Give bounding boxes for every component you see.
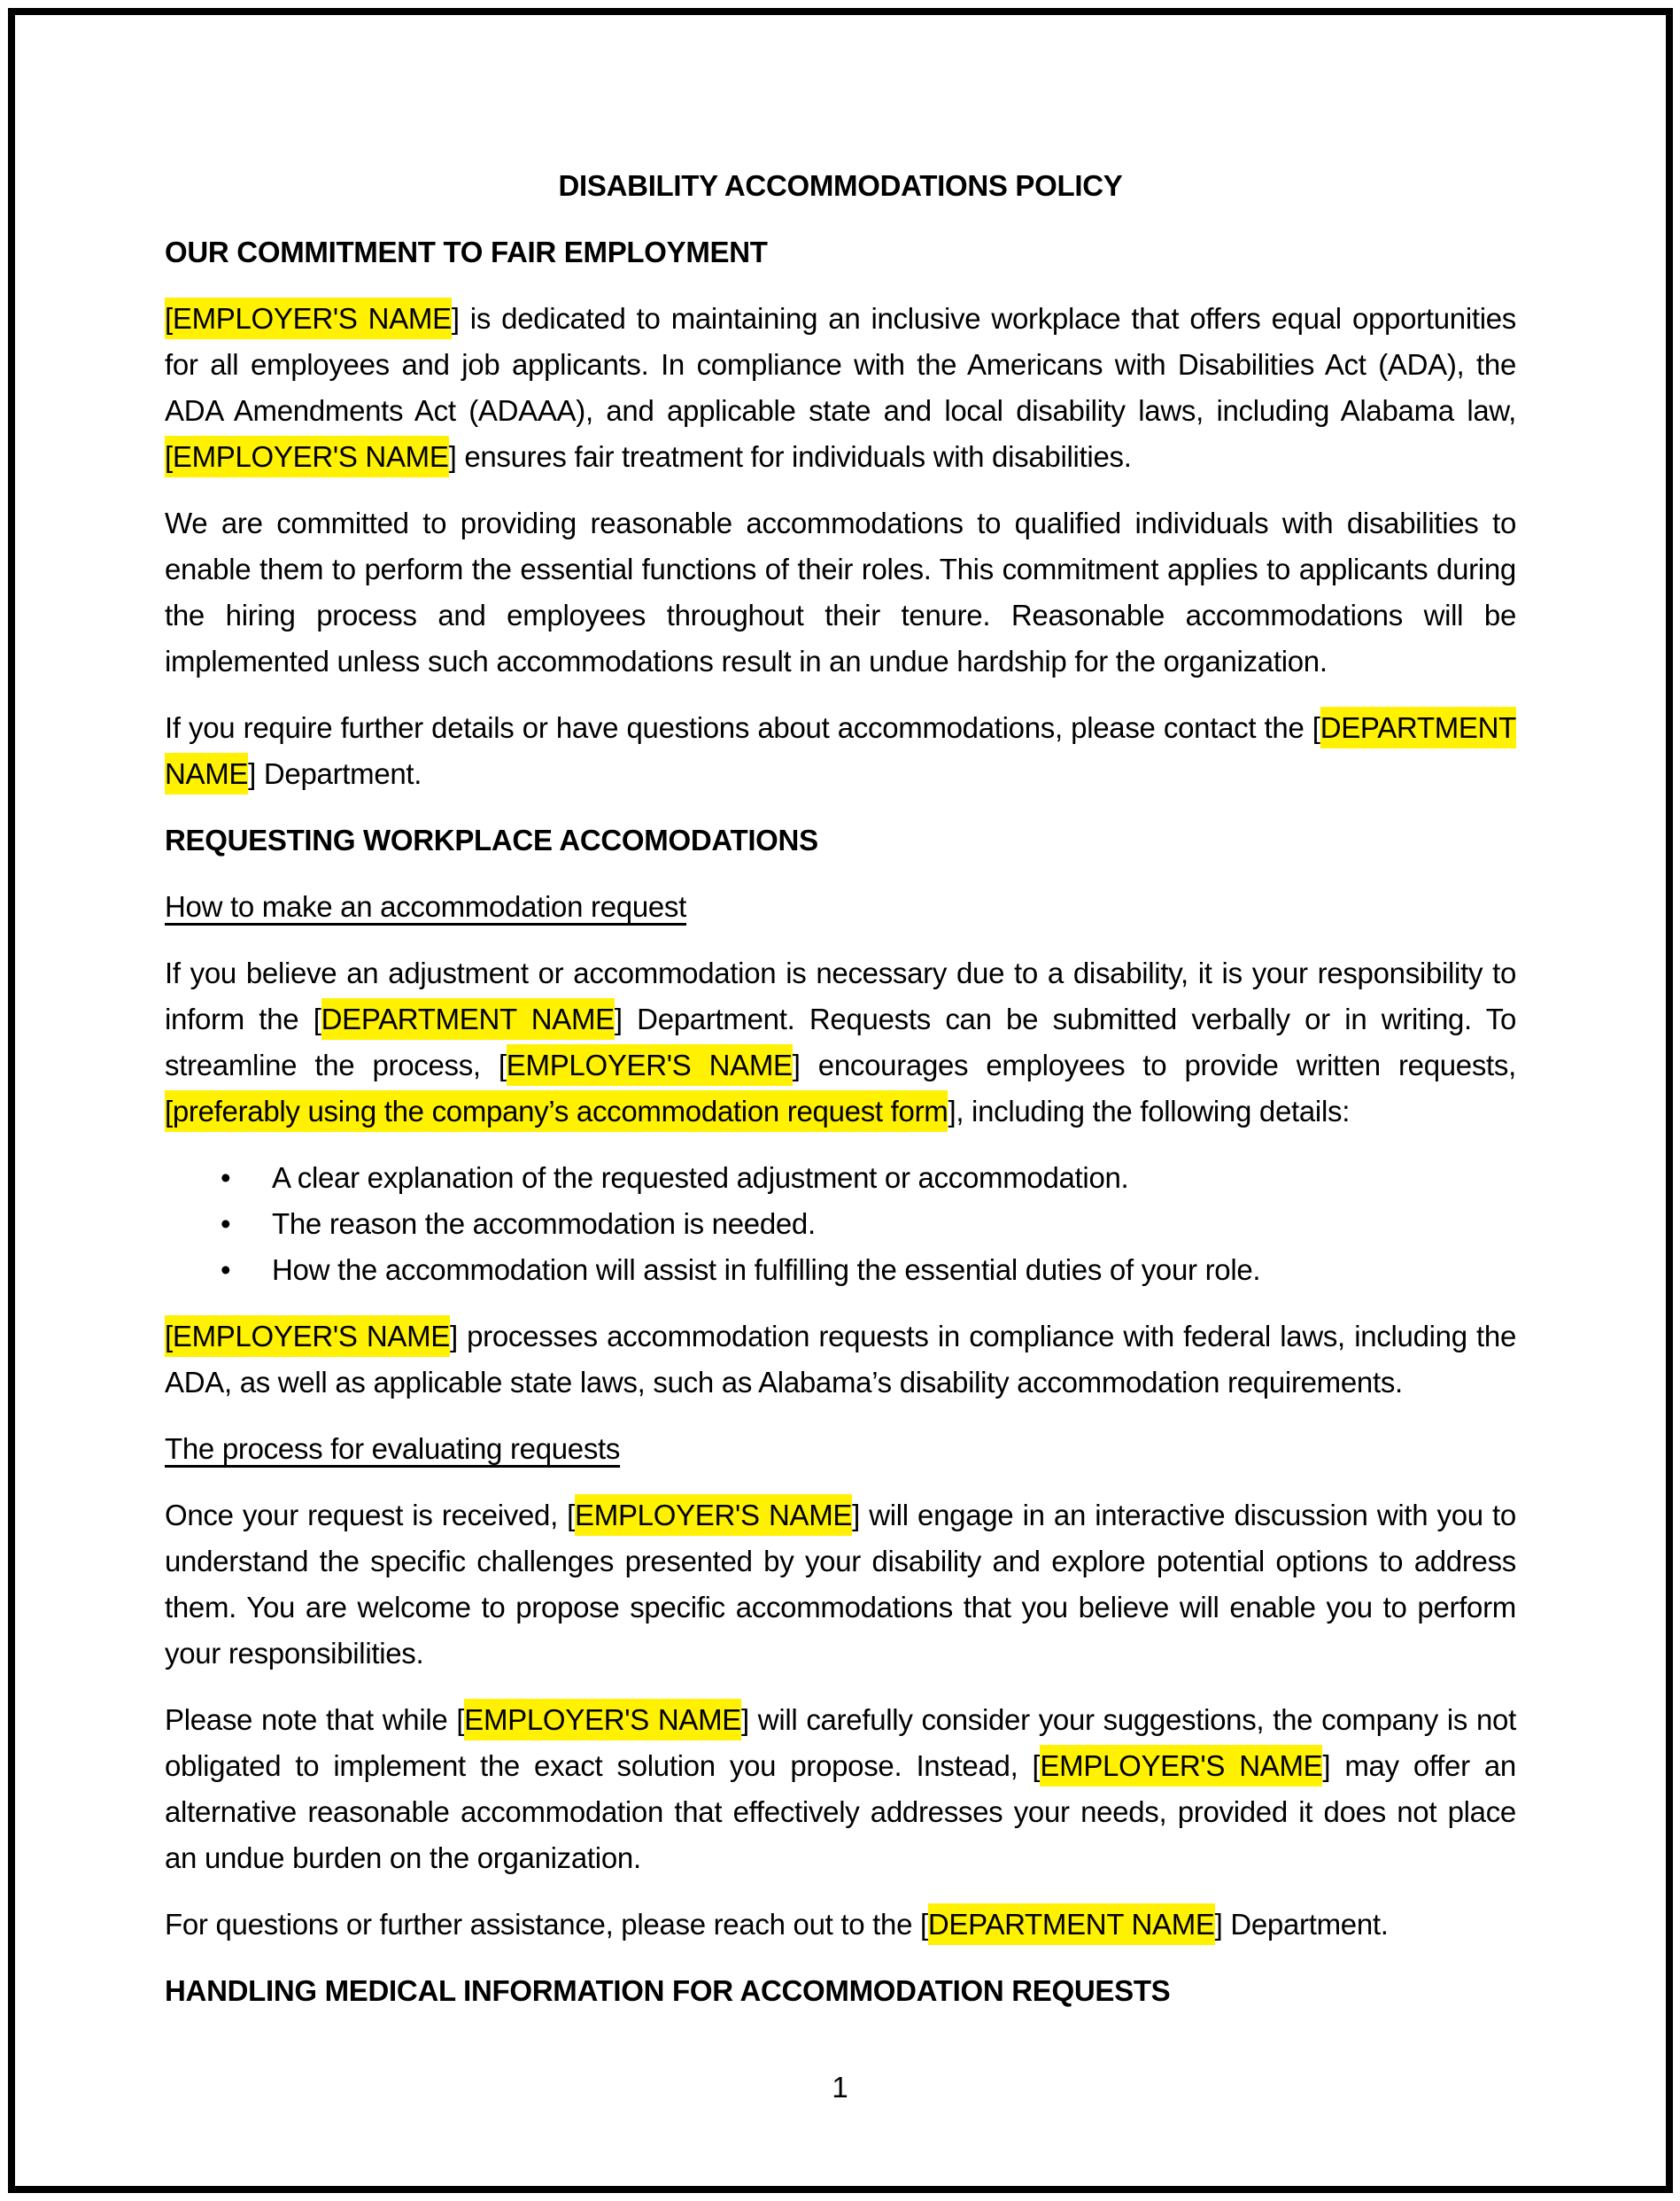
bullet-icon: • [221,1207,231,1240]
text-run: ] processes accommodation requests in compliance with federal laws, including the ADA, as well as applicable state laws, such as Alabama’s disability accommodation requirements. [165,1320,1517,1399]
bullet-item [165,1155,1516,1201]
section-heading: OUR COMMITMENT TO FAIR EMPLOYMENT [165,236,768,268]
bullet-text: How the accommodation will assist in fulfilling the essential duties of your role. [272,1253,1261,1286]
text-run: ], including the following details: [948,1095,1351,1128]
text-run: ] is dedicated to maintaining an inclusive workplace that offers equal opportunities for all employees and job applicants. In compliance with the Americans with Disabilities Act (ADA), the ADA Amendments Act (ADAAA), and applicable state and local disability laws, including Alabama law, [165,302,1517,427]
highlighted-placeholder: [EMPLOYER'S NAME [165,1315,450,1357]
section-heading: REQUESTING WORKPLACE ACCOMODATIONS [165,824,818,856]
paragraph [165,1314,1516,1406]
section-heading: HANDLING MEDICAL INFORMATION FOR ACCOMMODATION REQUESTS [165,1974,1171,2007]
page-number: 1 [832,2071,848,2104]
sub-section-heading: The process for evaluating requests [165,1432,621,1465]
bullet-icon: • [221,1161,231,1194]
text-run: ] encourages employees to provide written requests, [792,1049,1516,1081]
text-run: We are committed to providing reasonable accommodations to qualified individuals with disabilities to enable them to perform the essential functions of their roles. This commitment applies to applicants during the hiring process and employees throughout their tenure. Reasonable accommodations will be implemented unless such accommodations result in an undue hardship for the organization. [165,507,1516,678]
text-run: ] will engage in an interactive discussion with you to understand the specific challenges presented by your disability and explore potential options to address them. You are welcome to propose specific accommodations that you believe will enable you to perform your responsibilities. [165,1499,1516,1670]
document-body [165,163,1516,2034]
highlighted-placeholder: EMPLOYER'S NAME [464,1699,741,1740]
text-run: ] Department. [1214,1908,1389,1941]
text-run: If you require further details or have questions about accommodations, please contact the [ [165,711,1320,744]
highlighted-placeholder: EMPLOYER'S NAME [575,1494,852,1536]
highlighted-placeholder: DEPARTMENT NAME [321,998,615,1040]
bullet-text: The reason the accommodation is needed. [272,1207,816,1240]
text-run: Please note that while [ [165,1703,465,1736]
highlighted-placeholder: EMPLOYER'S NAME [1040,1745,1322,1786]
text-run: ] Department. [248,757,422,790]
bullet-text: A clear explanation of the requested adjustment or accommodation. [272,1161,1129,1194]
paragraph [165,500,1516,685]
paragraph [165,1492,1516,1677]
sub-section-heading: How to make an accommodation request [165,890,687,923]
document-title: DISABILITY ACCOMMODATIONS POLICY [558,169,1123,202]
paragraph [165,705,1516,797]
text-run: Once your request is received, [ [165,1499,576,1531]
bullet-icon: • [221,1253,231,1286]
highlighted-placeholder: DEPARTMENT NAME [165,707,1516,794]
paragraph [165,1902,1516,1948]
text-run: For questions or further assistance, please reach out to the [ [165,1908,928,1941]
highlighted-placeholder: DEPARTMENT NAME [928,1903,1215,1945]
paragraph [165,950,1516,1135]
bullet-list [165,1155,1516,1293]
bullet-item [165,1201,1516,1247]
text-run: ] will carefully consider your suggestions, the company is not obligated to implement the exact solution you propose. Instead, [ [165,1703,1516,1782]
highlighted-placeholder: EMPLOYER'S NAME [507,1044,793,1086]
highlighted-placeholder: [EMPLOYER'S NAME [165,436,449,477]
bullet-item [165,1247,1516,1293]
highlighted-placeholder: [EMPLOYER'S NAME [165,298,452,339]
paragraph [165,1697,1516,1881]
text-run: ] may offer an alternative reasonable accommodation that effectively addresses your needs, provided it does not place an undue burden on the organization. [165,1749,1516,1874]
paragraph [165,296,1516,480]
text-run: ] ensures fair treatment for individuals with disabilities. [448,440,1132,473]
text-run: ] Department. Requests can be submitted verbally or in writing. To streamline the process, [ [165,1003,1517,1081]
highlighted-placeholder: [preferably using the company’s accommodation request form [165,1090,948,1132]
text-run: If you believe an adjustment or accommodation is necessary due to a disability, it is your responsibility to inform the [ [165,957,1516,1035]
